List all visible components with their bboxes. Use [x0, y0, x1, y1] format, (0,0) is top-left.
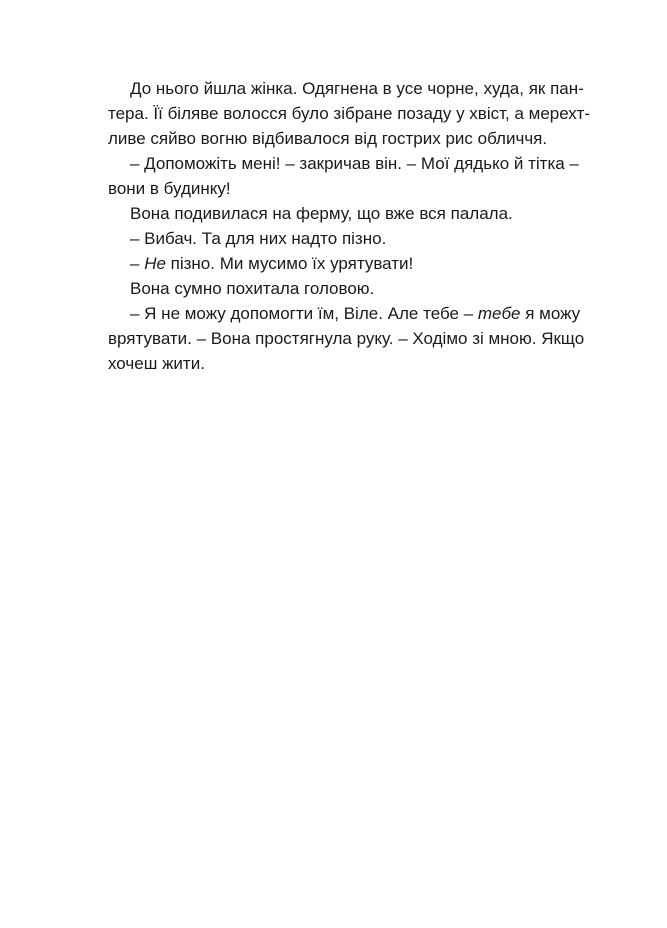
text-line: [108, 301, 581, 326]
text-line: [108, 176, 569, 201]
paragraph: [108, 201, 569, 226]
text-line: [108, 151, 579, 176]
paragraph: [108, 301, 585, 376]
text-run: я можу: [520, 304, 581, 323]
text-line: [108, 226, 569, 251]
text-line: [108, 351, 569, 376]
text-run: – Вибач. Та для них надто пізно.: [130, 229, 387, 248]
text-run: – Я не можу допомогти їм, Віле. Але тебе –: [130, 304, 478, 323]
text-run: – Допоможіть мені! – закричав він. – Мої дядько й тітка –: [130, 154, 579, 173]
paragraph: [108, 76, 591, 151]
text-run: До нього йшла жінка. Одягнена в усе чорне, худа, як пан-: [130, 79, 584, 98]
text-line: [108, 326, 585, 351]
text-run: Вона подивилася на ферму, що вже вся палала.: [130, 204, 513, 223]
text-line: [108, 101, 591, 126]
paragraph: [108, 251, 569, 276]
text-run: –: [130, 254, 145, 273]
text-run: врятувати. – Вона простягнула руку. – Ходімо зі мною. Якщо: [108, 329, 585, 348]
body-text: [108, 76, 591, 376]
text-line: [108, 276, 569, 301]
text-run: вони в будинку!: [108, 179, 231, 198]
text-run: Вона сумно похитала головою.: [130, 279, 375, 298]
paragraph: [108, 151, 579, 201]
paragraph: [108, 226, 569, 251]
text-line: [108, 76, 584, 101]
text-run: пізно. Ми мусимо їх урятувати!: [165, 254, 414, 273]
text-run: хочеш жити.: [108, 354, 205, 373]
paragraph: [108, 276, 569, 301]
text-line: [108, 201, 569, 226]
text-line: [108, 251, 569, 276]
text-line: [108, 126, 569, 151]
text-run: тера. Її біляве волосся було зібране позаду у хвіст, а мерехт-: [108, 104, 591, 123]
emphasis: тебе: [477, 304, 521, 323]
text-run: ливе сяйво вогню відбивалося від гострих рис обличчя.: [108, 129, 548, 148]
emphasis: Не: [144, 254, 166, 273]
